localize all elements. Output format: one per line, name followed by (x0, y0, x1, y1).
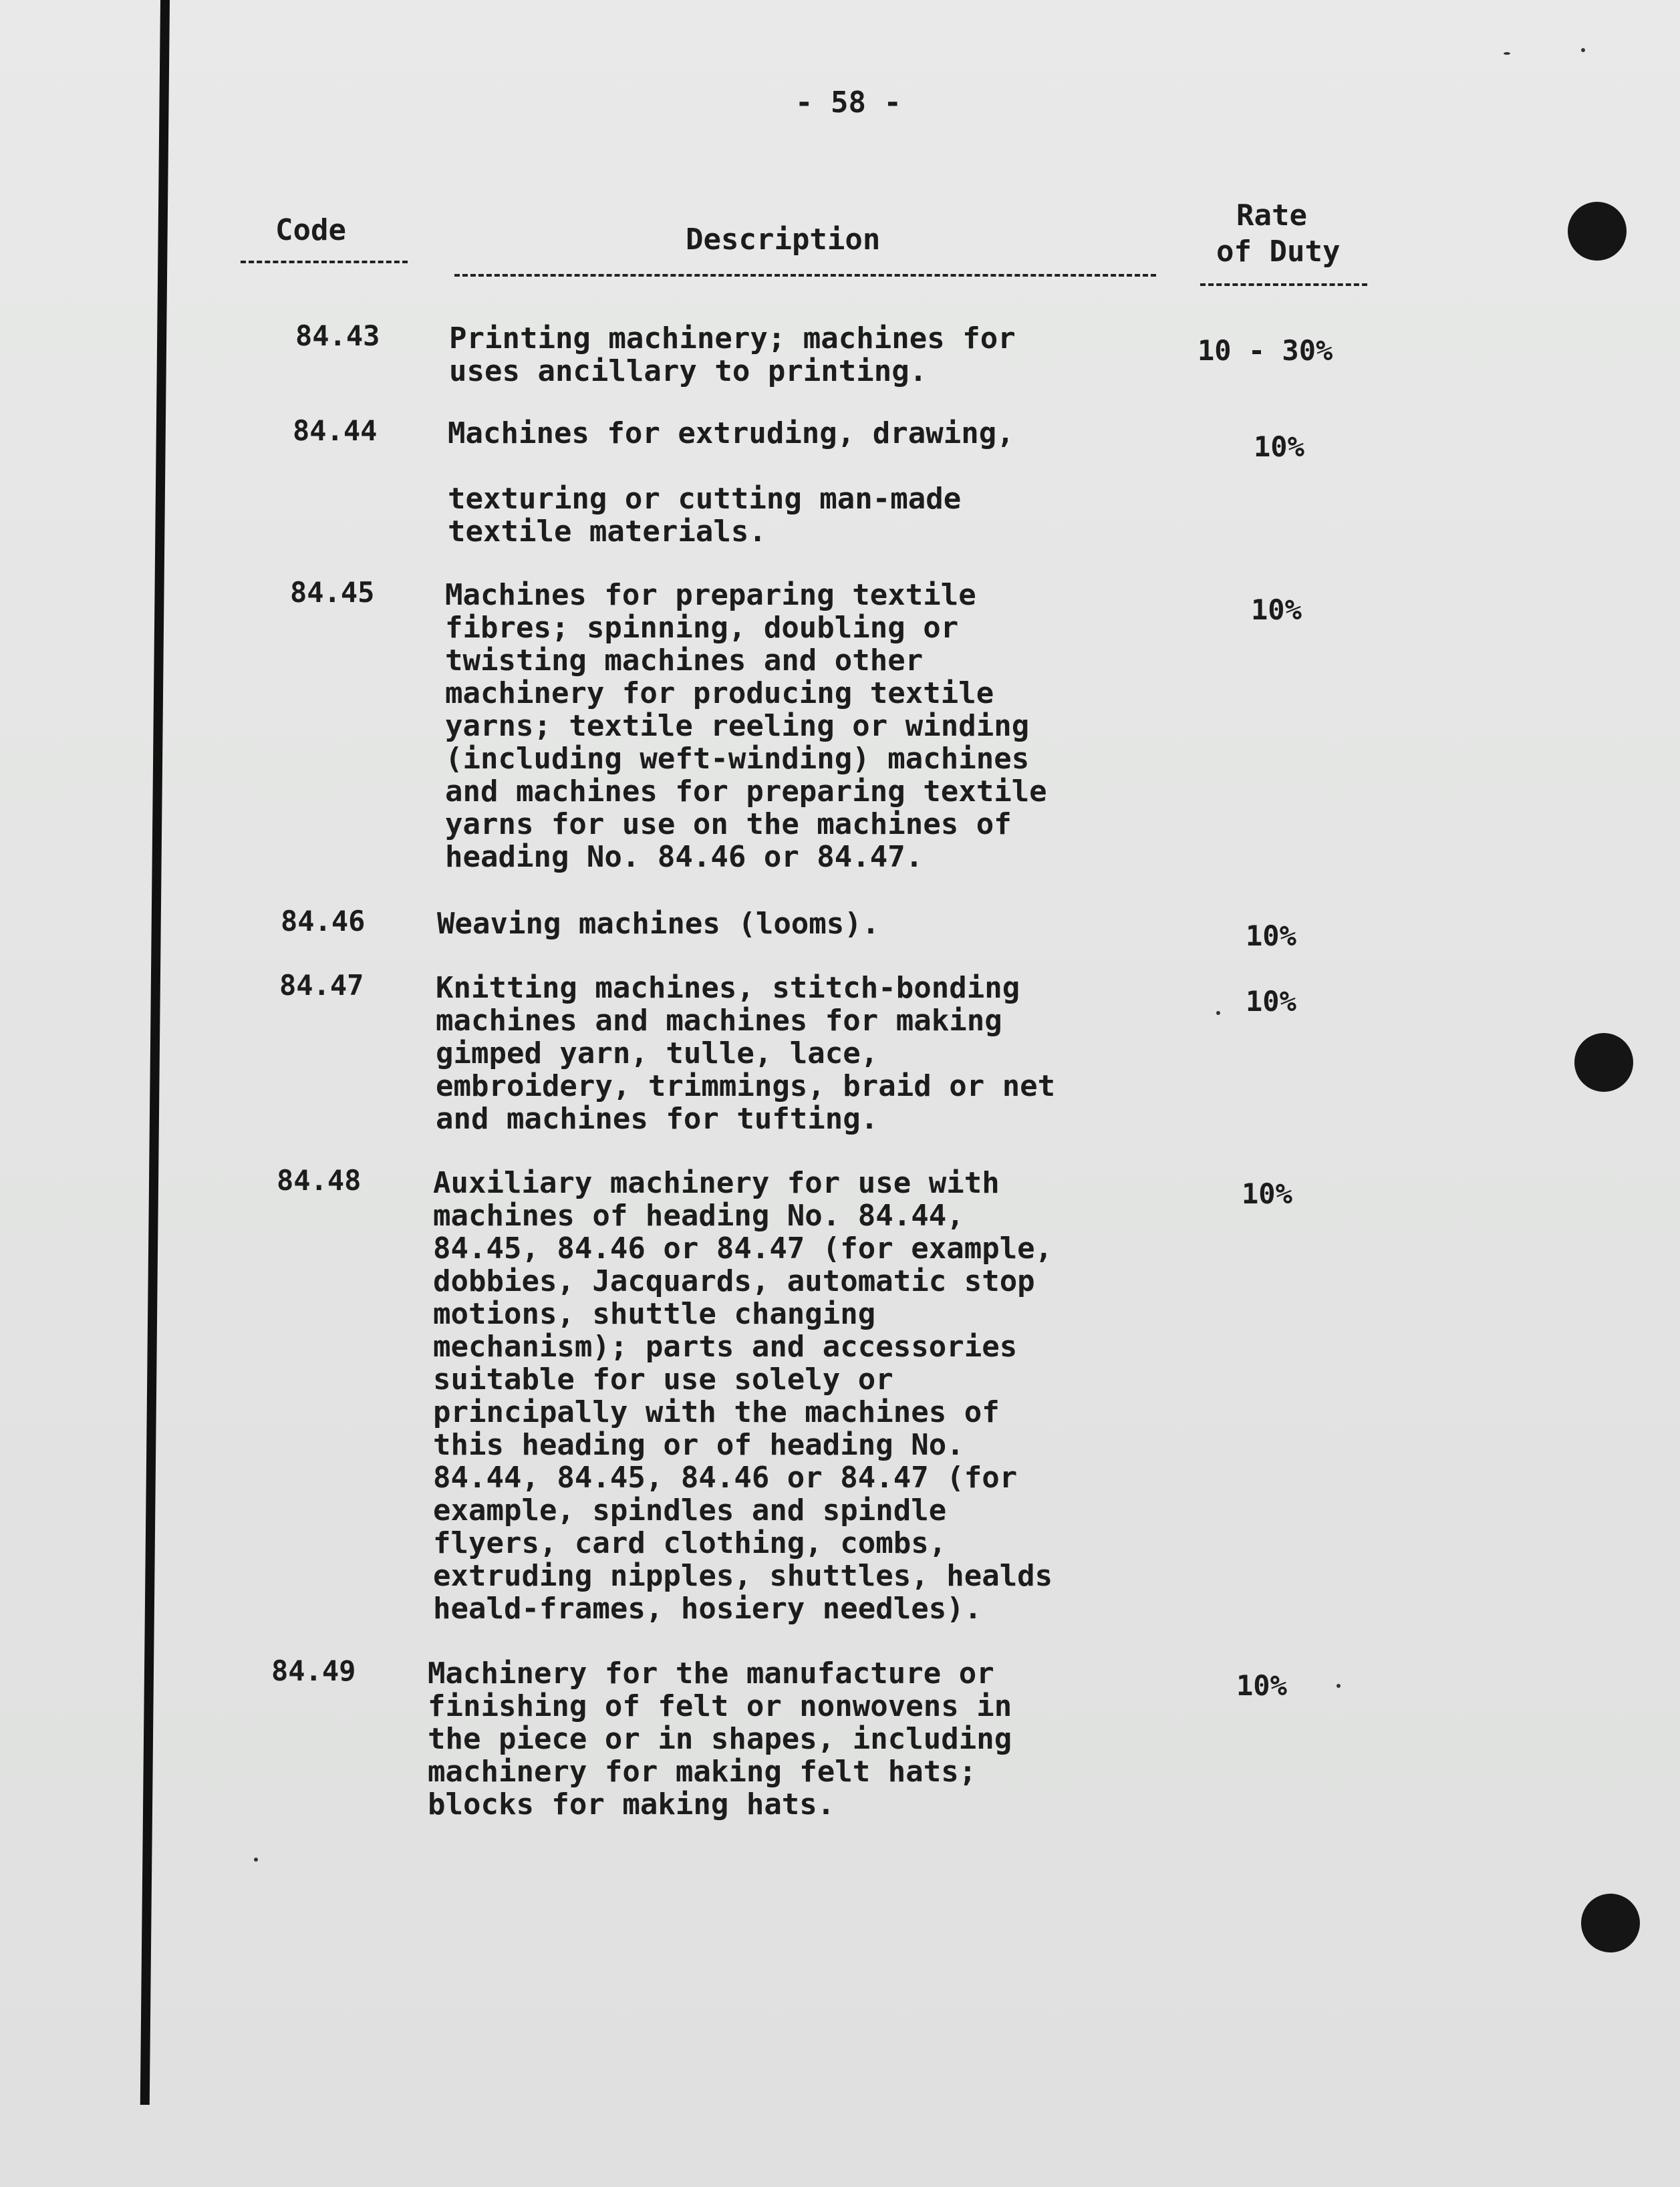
binding-margin-line (140, 0, 170, 2105)
row-rate: 10% (1251, 593, 1302, 626)
row-description: Machines for extruding, drawing, texturing or cutting man-made textile materials. (448, 416, 1014, 549)
column-header-rate-line2: of Duty (1216, 235, 1341, 269)
row-code: 84.45 (290, 576, 375, 609)
row-description: Machines for preparing textile fibres; spinning, doubling or twisting machines and other machinery for producing textile yarns; textile reeling or winding (including weft-winding) machines and machines for preparing textile yarns for use on the machines of heading No. 84.46 or 84.47. (445, 578, 1047, 874)
row-code: 84.43 (295, 319, 380, 352)
page-number: - 58 - (795, 86, 901, 120)
row-rate: 10% (1246, 919, 1296, 952)
paper-speck (1581, 48, 1585, 52)
table-row (0, 319, 1680, 388)
table-row (0, 969, 1680, 1136)
header-rule-description (454, 274, 1156, 277)
punch-hole-middle (1574, 1033, 1633, 1092)
row-code: 84.47 (279, 969, 364, 1002)
paper-speck (1504, 52, 1510, 55)
table-row (0, 905, 1680, 952)
row-code: 84.46 (281, 905, 366, 937)
row-description: Auxiliary machinery for use with machines of heading No. 84.44, 84.45, 84.46 or 84.47 (for example, dobbies, Jacquards, automatic stop motions, shuttle changing mechanism); parts and accessories suitable for use solely or principally with the machines of this heading or of heading No. 84.44, 84.45, 84.46 or 84.47 (for example, spindles and spindle flyers, card clothing, combs, extruding nipples, shuttles, healds heald-frames, hosiery needles). (433, 1166, 1053, 1626)
column-header-description: Description (686, 223, 881, 257)
row-code: 84.48 (277, 1164, 362, 1197)
row-code: 84.49 (271, 1654, 356, 1687)
table-row (0, 576, 1680, 874)
header-rule-rate (1200, 283, 1367, 286)
row-rate: 10% (1254, 430, 1304, 463)
paper-speck (1216, 1011, 1220, 1015)
row-rate: 10 - 30% (1198, 334, 1333, 367)
paper-speck (254, 1858, 258, 1862)
row-description: Machinery for the manufacture or finishing of felt or nonwovens in the piece or in shapes, including machinery for making felt hats; blocks for making hats. (428, 1656, 1012, 1821)
punch-hole-bottom (1581, 1894, 1640, 1952)
row-description: Weaving machines (looms). (437, 907, 880, 941)
punch-hole-top (1568, 202, 1627, 261)
row-rate: 10% (1246, 985, 1296, 1018)
column-header-rate-line1: Rate (1236, 198, 1307, 233)
row-code: 84.44 (293, 414, 378, 447)
paper-speck (1337, 1684, 1341, 1688)
row-description: Knitting machines, stitch-bonding machines and machines for making gimped yarn, tulle, lace, embroidery, trimmings, braid or net and machines for tufting. (436, 971, 1056, 1136)
row-description: Printing machinery; machines for uses ancillary to printing. (449, 321, 1016, 388)
table-row (0, 414, 1680, 549)
row-rate: 10% (1236, 1669, 1287, 1702)
table-row (0, 1654, 1680, 1821)
row-rate: 10% (1242, 1177, 1292, 1210)
column-header-code: Code (275, 213, 346, 247)
table-row (0, 1164, 1680, 1626)
header-rule-code (241, 261, 408, 263)
